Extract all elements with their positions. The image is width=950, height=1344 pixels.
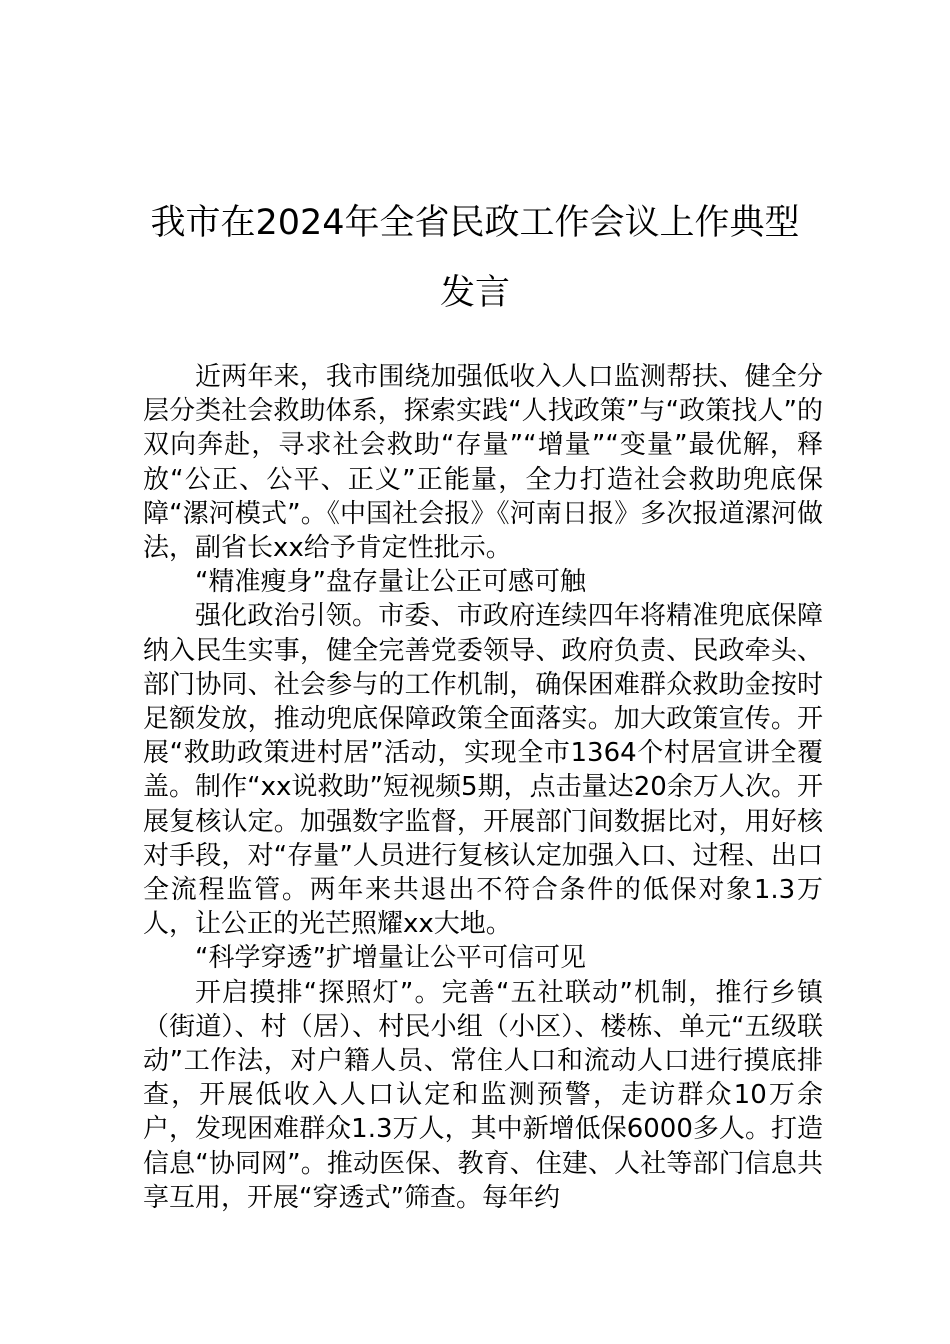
section-heading-2: “科学穿透”扩增量让公平可信可见 [195, 943, 586, 974]
document-title-line-2: 发言 [439, 273, 510, 313]
document-title-line-1: 我市在2024年全省民政工作会议上作典型 [150, 203, 800, 243]
section-1-paragraph: 强化政治引领。市委、市政府连续四年将精准兜底保障纳入民生实事，健全完善党委领导、政府负责、民政牵头、部门协同、社会参与的工作机制，确保困难群众救助金按时足额发放，推动兜底保障政策全面落实。加大政策宣传。开展“救助政策进村居”活动，实现全市1364个村居宣讲全覆盖。制作“xx说救助”短视频5期，点击量达20余万人次。开展复核认定。加强数字监督，开展部门间数据比对，用好核对手段，对“存量”人员进行复核认定加强入口、过程、出口全流程监管。两年来共退出不符合条件的低保对象1.3万人，让公正的光芒照耀xx大地。 [143, 601, 823, 940]
section-2-paragraph: 开启摸排“探照灯”。完善“五社联动”机制，推行乡镇（街道）、村（居）、村民小组（小区）、楼栋、单元“五级联动”工作法，对户籍人员、常住人口和流动人口进行摸底排查，开展低收入人口认定和监测预警，走访群众10万余户，发现困难群众1.3万人，其中新增低保6000多人。打造信息“协同网”。推动医保、教育、住建、人社等部门信息共享互用，开展“穿透式”筛查。每年约 [143, 977, 823, 1213]
document-body [143, 360, 823, 1215]
intro-paragraph: 近两年来，我市围绕加强低收入人口监测帮扶、健全分层分类社会救助体系，探索实践“人找政策”与“政策找人”的双向奔赴，寻求社会救助“存量”“增量”“变量”最优解，释放“公正、公平、正义”正能量，全力打造社会救助兜底保障“漯河模式”。《中国社会报》《河南日报》多次报道漯河做法，副省长xx给予肯定性批示。 [143, 362, 823, 564]
section-heading-1: “精准瘦身”盘存量让公正可感可触 [195, 567, 586, 598]
